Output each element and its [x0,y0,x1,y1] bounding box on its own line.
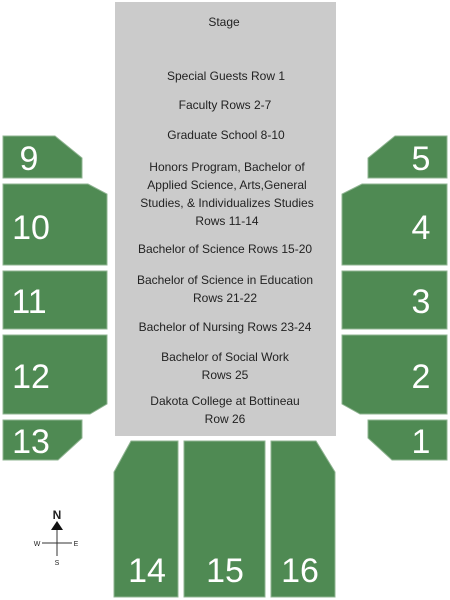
section-10[interactable] [3,184,107,265]
stage-title: Stage [208,15,240,29]
section-10-label: 10 [12,209,50,247]
section-12[interactable] [3,335,107,414]
section-3[interactable] [342,271,447,329]
section-16[interactable] [271,441,335,597]
stage-line-social-work-1: Bachelor of Social Work [161,350,289,364]
section-3-label: 3 [411,283,431,321]
compass-rose-icon [34,508,79,567]
section-1-label: 1 [411,423,431,461]
section-5-label: 5 [411,140,431,178]
section-14-label: 14 [128,552,166,590]
section-4-label: 4 [411,209,431,247]
section-2-label: 2 [411,358,431,396]
section-14[interactable] [114,441,178,597]
stage-line-nursing: Bachelor of Nursing Rows 23-24 [138,320,312,334]
stage-line-dakota-2: Row 26 [204,412,246,426]
section-9[interactable] [3,136,82,178]
compass-west-label: W [33,541,41,548]
section-2[interactable] [342,335,447,414]
stage-area [115,2,336,436]
stage-line-dakota-1: Dakota College at Bottineau [150,394,300,408]
section-16-label: 16 [281,552,319,590]
compass-east-label: E [73,541,79,548]
section-4[interactable] [342,184,447,265]
section-13-label: 13 [12,423,50,461]
stage-line-faculty: Faculty Rows 2-7 [178,98,272,112]
stage-line-bs-education-1: Bachelor of Science in Education [136,273,314,287]
section-9-label: 9 [19,140,39,178]
compass-south-label: S [54,560,60,567]
stage-line-honors-4: Rows 11-14 [195,214,259,228]
section-5[interactable] [368,136,447,178]
section-11-label: 11 [11,283,47,321]
stage-line-honors-3: Studies, & Individualizes Studies [140,196,314,210]
stage-line-special-guests: Special Guests Row 1 [166,69,286,83]
section-11[interactable] [3,271,107,329]
section-13[interactable] [3,420,82,461]
section-12-label: 12 [12,358,50,396]
section-15[interactable] [184,441,265,597]
stage-line-honors-2: Applied Science, Arts,General [147,178,307,192]
stage-line-bs-education-2: Rows 21-22 [192,291,258,305]
stage-line-social-work-2: Rows 25 [201,368,249,382]
section-15-label: 15 [206,552,244,590]
compass-north-arrow-icon [51,521,63,530]
stage-line-graduate-school: Graduate School 8-10 [167,128,285,142]
section-1[interactable] [368,420,447,461]
compass-north-label: N [52,508,62,522]
stage-line-bachelor-science: Bachelor of Science Rows 15-20 [137,242,313,256]
stage-line-honors-1: Honors Program, Bachelor of [149,160,305,174]
